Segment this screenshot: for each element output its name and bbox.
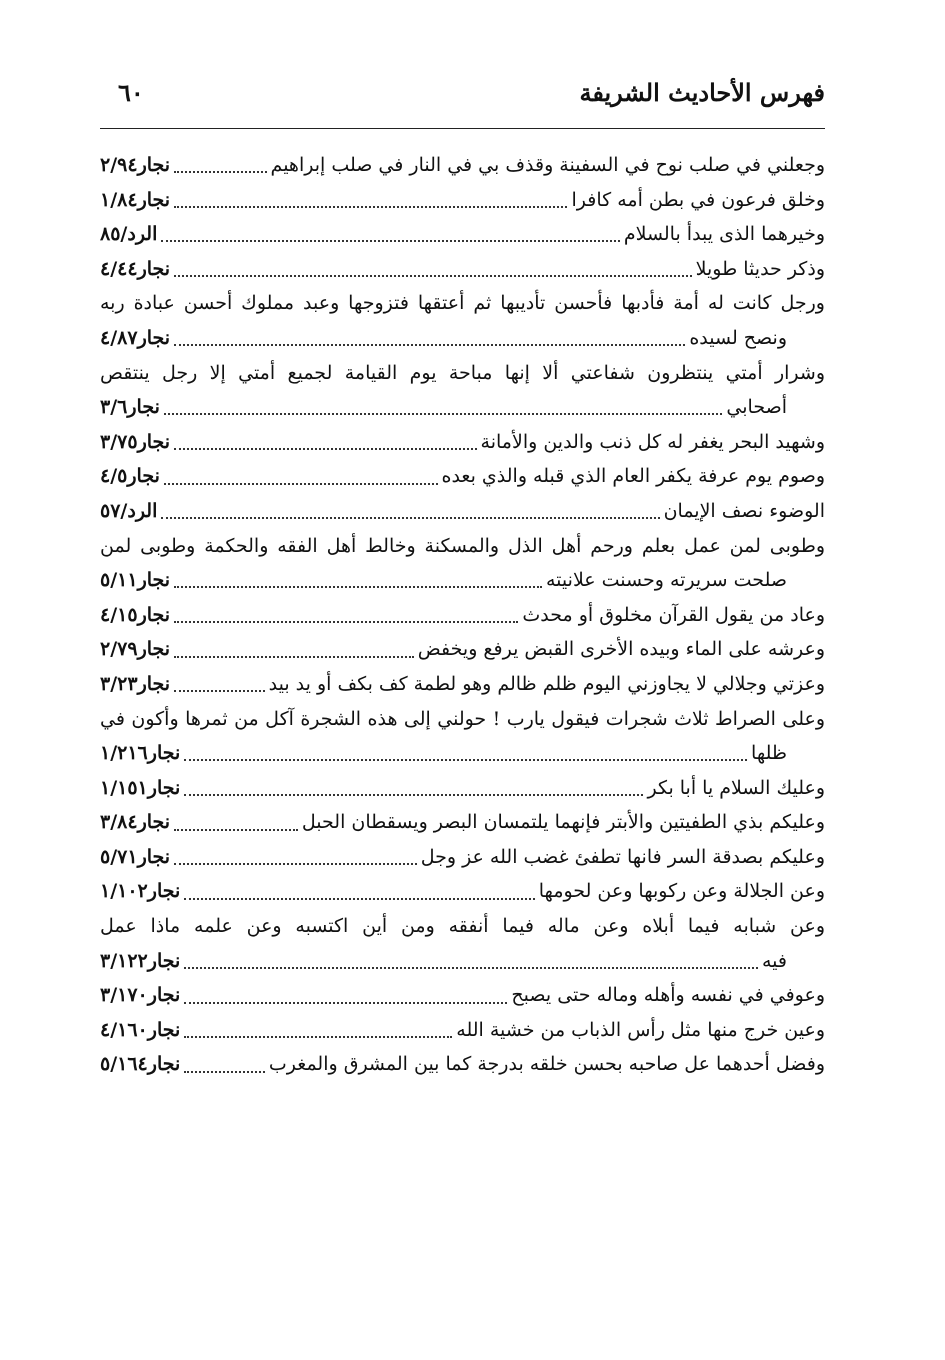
entry-reference: نجار٣/٨٤ [100,811,171,834]
entry-reference: نجار٢/٧٩ [100,638,171,661]
entry-text: فيه [761,949,787,972]
entry-reference: نجار٥/١٦٤ [100,1053,181,1076]
header-rule [100,128,825,129]
entry-reference: الرد/٨٥ [100,223,158,246]
leader-dots [174,275,692,277]
index-entry [100,321,825,356]
entry-text: وذكر حديثا طويلا [695,257,825,280]
index-entry [100,874,825,909]
entry-text: وفضل أحدهما عل صاحبه بحسن خلقه بدرجة كما بين المشرق والمغرب [268,1053,825,1076]
entry-reference: نجار٤/٨٧ [100,326,171,349]
index-entry [100,978,825,1013]
entry-reference: نجار٤/٥ [100,465,160,488]
entry-reference: نجار٢/٩٤ [100,154,171,176]
entry-reference: نجار١/٨٤ [100,188,171,211]
entry-reference: نجار١/٢١٦ [100,742,181,765]
leader-dots [184,759,747,761]
index-entry [100,736,825,771]
index-entry [100,632,825,667]
leader-dots [184,794,643,796]
index-entry [100,252,825,287]
leader-dots [174,621,518,623]
entry-text: وعزتي وجلالي لا يجاوزني اليوم ظلم ظالم وهو لطمة كف بكف أو يد بيد [268,672,825,695]
entry-reference: نجار٤/٤٤ [100,257,171,280]
entry-reference: نجار٥/٧١ [100,845,171,868]
entry-text: وجعلني في صلب نوح في السفينة وقذف بي في النار في صلب إبراهيم [270,154,825,176]
page-number: ٦٠ [118,78,144,107]
leader-dots [174,656,414,658]
entry-text: وعليكم بصدقة السر فانها تطفئ غضب الله عز وجل [420,845,825,868]
entry-text: وعن الجلالة وعن ركوبها وعن لحومها [538,880,825,903]
index-entry [100,944,825,979]
entry-text: وصوم يوم عرفة يكفر العام الذي قبله والذي بعده [441,465,825,488]
entry-reference: نجار٣/٧٥ [100,430,171,453]
leader-dots [174,171,266,173]
index-entry [100,805,825,840]
index-entry [100,667,825,702]
index-entry [100,390,825,425]
leader-dots [184,898,534,900]
index-entry [100,148,825,183]
leader-dots [174,586,542,588]
index-entry [100,598,825,633]
leader-dots [164,413,723,415]
entry-text: وعوفي في نفسه وأهله وماله حتى يصبح [511,984,825,1007]
entry-text: وخيرهما الذى يبدأ بالسلام [623,223,825,246]
leader-dots [164,483,438,485]
leader-dots [184,1036,452,1038]
entry-reference: نجار٤/١٥ [100,603,171,626]
leader-dots [174,829,298,831]
entry-reference: نجار٣/٦ [100,396,160,419]
index-entry-continued [100,529,825,564]
leader-dots [174,206,567,208]
index-entry [100,459,825,494]
index-entry-continued [100,909,825,944]
index-entry [100,217,825,252]
entry-reference: نجار٤/١٦٠ [100,1018,181,1041]
entry-reference: نجار١/١٠٢ [100,880,181,903]
index-entry-continued [100,286,825,321]
index-entry [100,771,825,806]
index-entry-continued [100,702,825,737]
hadith-index-list [100,148,825,1082]
index-entry [100,425,825,460]
entry-text: وعرشه على الماء وبيده الأخرى القبض يرفع ويخفض [417,638,825,661]
entry-text: ظلها [751,742,787,765]
leader-dots [184,1002,507,1004]
entry-reference: الرد/٥٧ [100,499,158,522]
index-entry [100,1013,825,1048]
entry-text: وشهيد البحر يغفر له كل ذنب والدين والأمانة [480,430,825,453]
entry-reference: نجار٣/١٧٠ [100,984,181,1007]
leader-dots [174,690,265,692]
leader-dots [161,517,659,519]
entry-text: وعليكم بذي الطفيتين والأبتر فإنهما يلتمسان البصر ويسقطان الحبل [301,811,825,834]
entry-reference: نجار١/١٥١ [100,776,181,799]
page-header [100,78,825,122]
index-entry [100,494,825,529]
index-entry [100,1047,825,1082]
entry-text: وعن شبابه فيما أبلاه وعن ماله فيما أنفقه ومن أين اكتسبه وعن علمه ماذا عمل [100,915,825,938]
entry-text: ونصح لسيده [689,326,787,349]
entry-text: وشرار أمتي ينتظرون شفاعتي ألا إنها مباحة يوم القيامة لجميع أمتي إلا رجل ينتقص [100,361,825,384]
entry-reference: نجار٥/١١ [100,569,171,592]
index-entry [100,183,825,218]
entry-text: وعلى الصراط ثلاث شجرات فيقول يارب ! حولني إلى هذه الشجرة آكل من ثمرها وأكون في [100,707,825,730]
index-entry [100,563,825,598]
entry-text: أصحابي [726,396,787,419]
entry-text: وخلق فرعون في بطن أمه كافرا [571,188,825,211]
entry-text: ورجل كانت له أمة فأدبها فأحسن تأديبها ثم أعتقها فتزوجها وعبد مملوك أحسن عبادة ربه [100,292,825,315]
entry-reference: نجار٣/١٢٢ [100,949,181,972]
entry-text: وعاد من يقول القرآن مخلوق أو محدث [522,603,825,626]
entry-text: الوضوء نصف الإيمان [663,499,825,522]
leader-dots [184,967,758,969]
page-title: فهرس الأحاديث الشريفة [579,78,825,107]
entry-text: وطوبى لمن عمل بعلم ورحم أهل الذل والمسكنة وخالط أهل الفقه والحكمة وطوبى لمن [100,534,825,557]
leader-dots [161,240,619,242]
entry-text: وعين خرج منها مثل رأس الذباب من خشية الله [456,1018,825,1041]
leader-dots [184,1071,265,1073]
leader-dots [174,863,417,865]
entry-reference: نجار٣/٢٣ [100,672,171,695]
entry-text: صلحت سريرته وحسنت علانيته [546,569,787,592]
index-entry [100,840,825,875]
leader-dots [174,344,685,346]
entry-text: وعليك السلام يا أبا بكر [647,776,825,799]
leader-dots [174,448,476,450]
index-entry-continued [100,356,825,391]
